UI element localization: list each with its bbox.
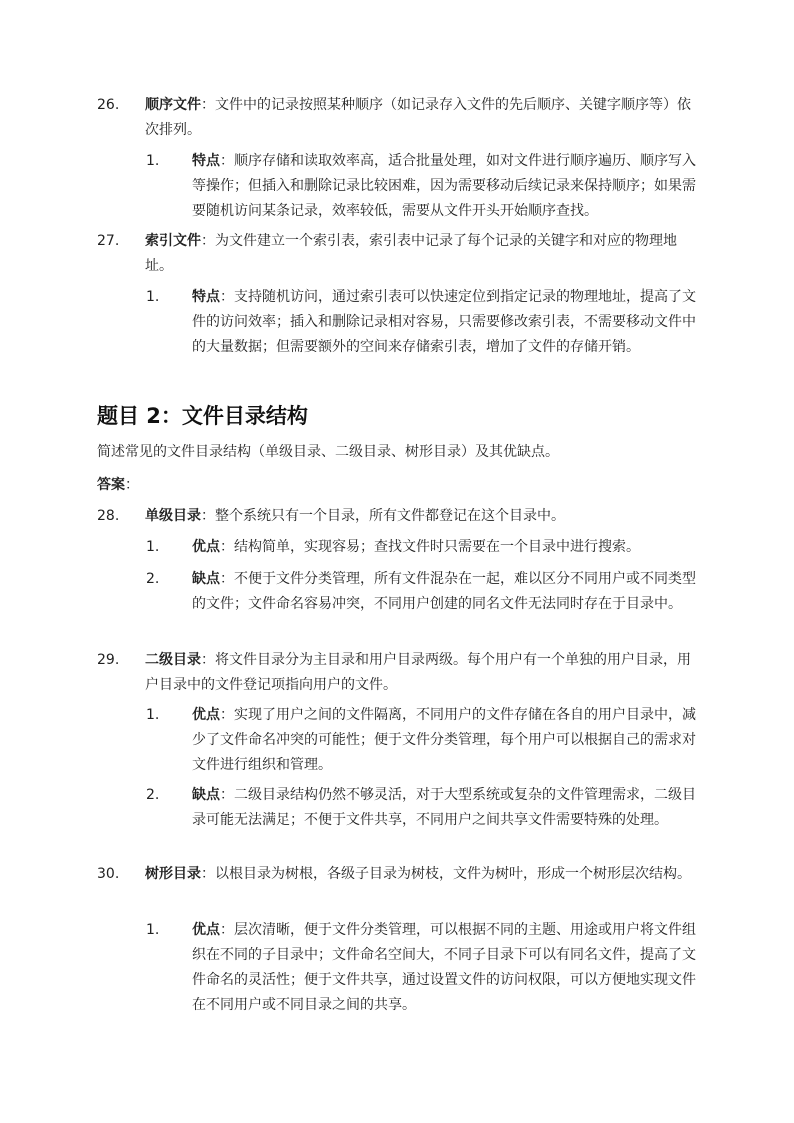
term: 索引文件 <box>145 233 201 249</box>
list-number: 28. <box>97 508 120 524</box>
term: 优点 <box>192 539 220 555</box>
list-text <box>145 504 701 529</box>
description: 顺序存储和读取效率高，适合批量处理，如对文件进行顺序遍历、顺序写入等操作；但插入和删除记录比较困难，因为需要移动后续记录来保持顺序；如果需要随机访问某条记录，效率较低，需要从文件开头开始顺序查找。 <box>192 153 696 219</box>
description: 实现了用户之间的文件隔离，不同用户的文件存储在各自的用户目录中，减少了文件命名冲突的可能性；便于文件分类管理，每个用户可以根据自己的需求对文件进行组织和管理。 <box>192 707 696 773</box>
answer-label-text: 答案 <box>97 477 125 493</box>
separator: ： <box>201 233 215 249</box>
description: 结构简单，实现容易；查找文件时只需要在一个目录中进行搜索。 <box>234 539 640 555</box>
list-text <box>145 229 701 279</box>
list-number: 1. <box>146 289 160 305</box>
separator: ： <box>220 153 234 169</box>
list-number: 1. <box>146 153 160 169</box>
separator: ： <box>201 866 215 882</box>
list-text <box>192 783 702 833</box>
answer-label <box>97 473 139 498</box>
description: 以根目录为树根，各级子目录为树枝，文件为树叶，形成一个树形层次结构。 <box>215 866 691 882</box>
separator: ： <box>201 652 215 668</box>
list-text <box>192 567 702 617</box>
separator: ： <box>220 707 234 723</box>
term: 优点 <box>192 922 220 938</box>
term: 二级目录 <box>145 652 201 668</box>
term: 顺序文件 <box>145 97 201 113</box>
list-number: 2. <box>146 571 160 587</box>
separator: ： <box>201 508 215 524</box>
list-number: 27. <box>97 233 120 249</box>
list-number: 1. <box>146 707 160 723</box>
list-text <box>192 285 702 360</box>
term: 特点 <box>192 289 220 305</box>
term: 优点 <box>192 707 220 723</box>
answer-separator: ： <box>125 477 139 493</box>
list-number: 29. <box>97 652 120 668</box>
list-text <box>192 918 702 1018</box>
list-number: 2. <box>146 787 160 803</box>
list-text <box>145 862 701 887</box>
list-text <box>145 93 701 143</box>
separator: ： <box>220 289 234 305</box>
list-text <box>192 535 702 560</box>
description: 支持随机访问，通过索引表可以快速定位到指定记录的物理地址，提高了文件的访问效率；插入和删除记录相对容易，只需要修改索引表，不需要移动文件中的大量数据；但需要额外的空间来存储索引表，增加了文件的存储开销。 <box>192 289 696 355</box>
list-number: 1. <box>146 539 160 555</box>
separator: ： <box>220 571 234 587</box>
description: 为文件建立一个索引表，索引表中记录了每个记录的关键字和对应的物理地址。 <box>145 233 677 274</box>
description: 整个系统只有一个目录，所有文件都登记在这个目录中。 <box>215 508 565 524</box>
list-text <box>145 648 701 698</box>
list-number: 30. <box>97 866 120 882</box>
description: 不便于文件分类管理，所有文件混杂在一起，难以区分不同用户或不同类型的文件；文件命名容易冲突，不同用户创建的同名文件无法同时存在于目录中。 <box>192 571 696 612</box>
list-number: 1. <box>146 922 160 938</box>
list-number: 26. <box>97 97 120 113</box>
question-text: 简述常见的文件目录结构（单级目录、二级目录、树形目录）及其优缺点。 <box>97 444 559 460</box>
separator: ： <box>220 539 234 555</box>
separator: ： <box>201 97 215 113</box>
term: 缺点 <box>192 571 220 587</box>
list-text <box>192 149 702 224</box>
term: 缺点 <box>192 787 220 803</box>
description: 层次清晰，便于文件分类管理，可以根据不同的主题、用途或用户将文件组织在不同的子目录中；文件命名空间大，不同子目录下可以有同名文件，提高了文件命名的灵活性；便于文件共享，通过设置文件的访问权限，可以方便地实现文件在不同用户或不同目录之间的共享。 <box>192 922 696 1013</box>
description: 文件中的记录按照某种顺序（如记录存入文件的先后顺序、关键字顺序等）依次排列。 <box>145 97 691 138</box>
section-title: 题目 2：文件目录结构 <box>97 404 308 428</box>
description: 将文件目录分为主目录和用户目录两级。每个用户有一个单独的用户目录，用户目录中的文件登记项指向用户的文件。 <box>145 652 691 693</box>
separator: ： <box>220 922 234 938</box>
term: 单级目录 <box>145 508 201 524</box>
separator: ： <box>220 787 234 803</box>
description: 二级目录结构仍然不够灵活，对于大型系统或复杂的文件管理需求，二级目录可能无法满足；不便于文件共享，不同用户之间共享文件需要特殊的处理。 <box>192 787 696 828</box>
term: 树形目录 <box>145 866 201 882</box>
term: 特点 <box>192 153 220 169</box>
list-text <box>192 703 702 778</box>
